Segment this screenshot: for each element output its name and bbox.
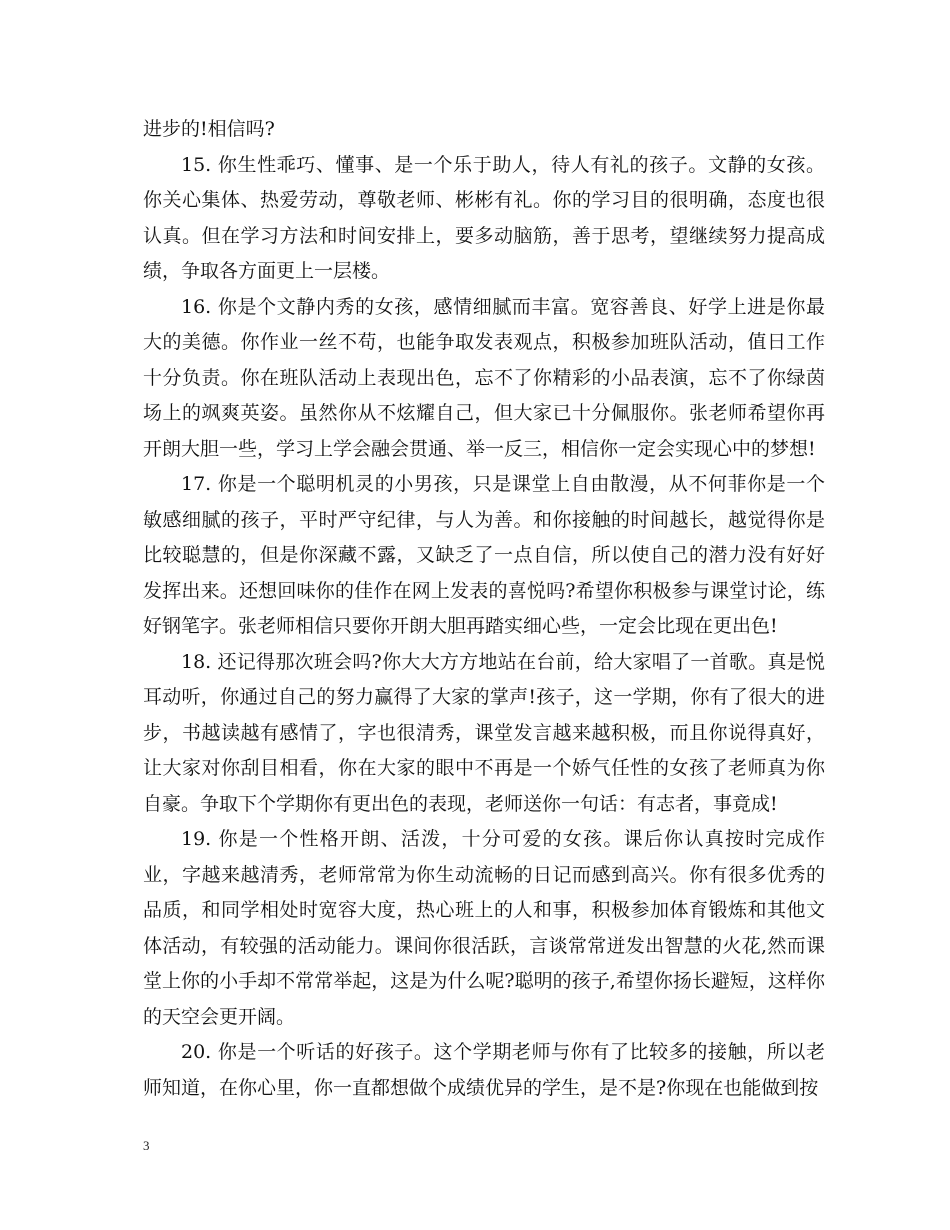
paragraph-item-15: 15. 你生性乖巧、懂事、是一个乐于助人，待人有礼的孩子。文静的女孩。你关心集体、热爱劳动，尊敬老师、彬彬有礼。你的学习目的很明确，态度也很认真。但在学习方法和时间安排上，要多动脑筋，善于思考，望继续努力提高成绩，争取各方面更上一层楼。 [143, 153, 825, 282]
paragraph-continuation: 进步的!相信吗? [143, 118, 275, 140]
paragraph-item-18: 18. 还记得那次班会吗?你大大方方地站在台前，给大家唱了一首歌。真是悦耳动听，你通过自己的努力赢得了大家的掌声!孩子，这一学期，你有了很大的进步，书越读越有感情了，字也很清秀，课堂发言越来越积极，而且你说得真好，让大家对你刮目相看，你在大家的眼中不再是一个娇气任性的女孩了老师真为你自豪。争取下个学期你有更出色的表现，老师送你一句话：有志者，事竟成! [143, 650, 825, 815]
paragraph-item-16: 16. 你是个文静内秀的女孩，感情细腻而丰富。宽容善良、好学上进是你最大的美德。你作业一丝不苟，也能争取发表观点，积极参加班队活动，值日工作十分负责。你在班队活动上表现出色，忘不了你精彩的小品表演，忘不了你绿茵场上的飒爽英姿。虽然你从不炫耀自己，但大家已十分佩服你。张老师希望你再开朗大胆一些，学习上学会融会贯通、举一反三，相信你一定会实现心中的梦想! [143, 295, 825, 460]
paragraph-item-17: 17. 你是一个聪明机灵的小男孩，只是课堂上自由散漫，从不何菲你是一个敏感细腻的孩子，平时严守纪律，与人为善。和你接触的时间越长，越觉得你是比较聪慧的，但是你深藏不露，又缺乏了一点自信，所以使自己的潜力没有好好发挥出来。还想回味你的佳作在网上发表的喜悦吗?希望你积极参与课堂讨论，练好钢笔字。张老师相信只要你开朗大胆再踏实细心些，一定会比现在更出色! [143, 473, 825, 637]
document-body [143, 112, 825, 1106]
paragraph-item-19: 19. 你是一个性格开朗、活泼，十分可爱的女孩。课后你认真按时完成作业，字越来越清秀，老师常常为你生动流畅的日记而感到高兴。你有很多优秀的品质，和同学相处时宽容大度，热心班上的人和事，积极参加体育锻炼和其他文体活动，有较强的活动能力。课间你很活跃，言谈常常迸发出智慧的火花,然而课堂上你的小手却不常常举起，这是为什么呢?聪明的孩子,希望你扬长避短，这样你的天空会更开阔。 [143, 828, 825, 1028]
page-number: 3 [143, 1138, 150, 1153]
paragraph-item-20: 20. 你是一个听话的好孩子。这个学期老师与你有了比较多的接触，所以老师知道，在你心里，你一直都想做个成绩优异的学生，是不是?你现在也能做到按 [143, 1041, 825, 1099]
